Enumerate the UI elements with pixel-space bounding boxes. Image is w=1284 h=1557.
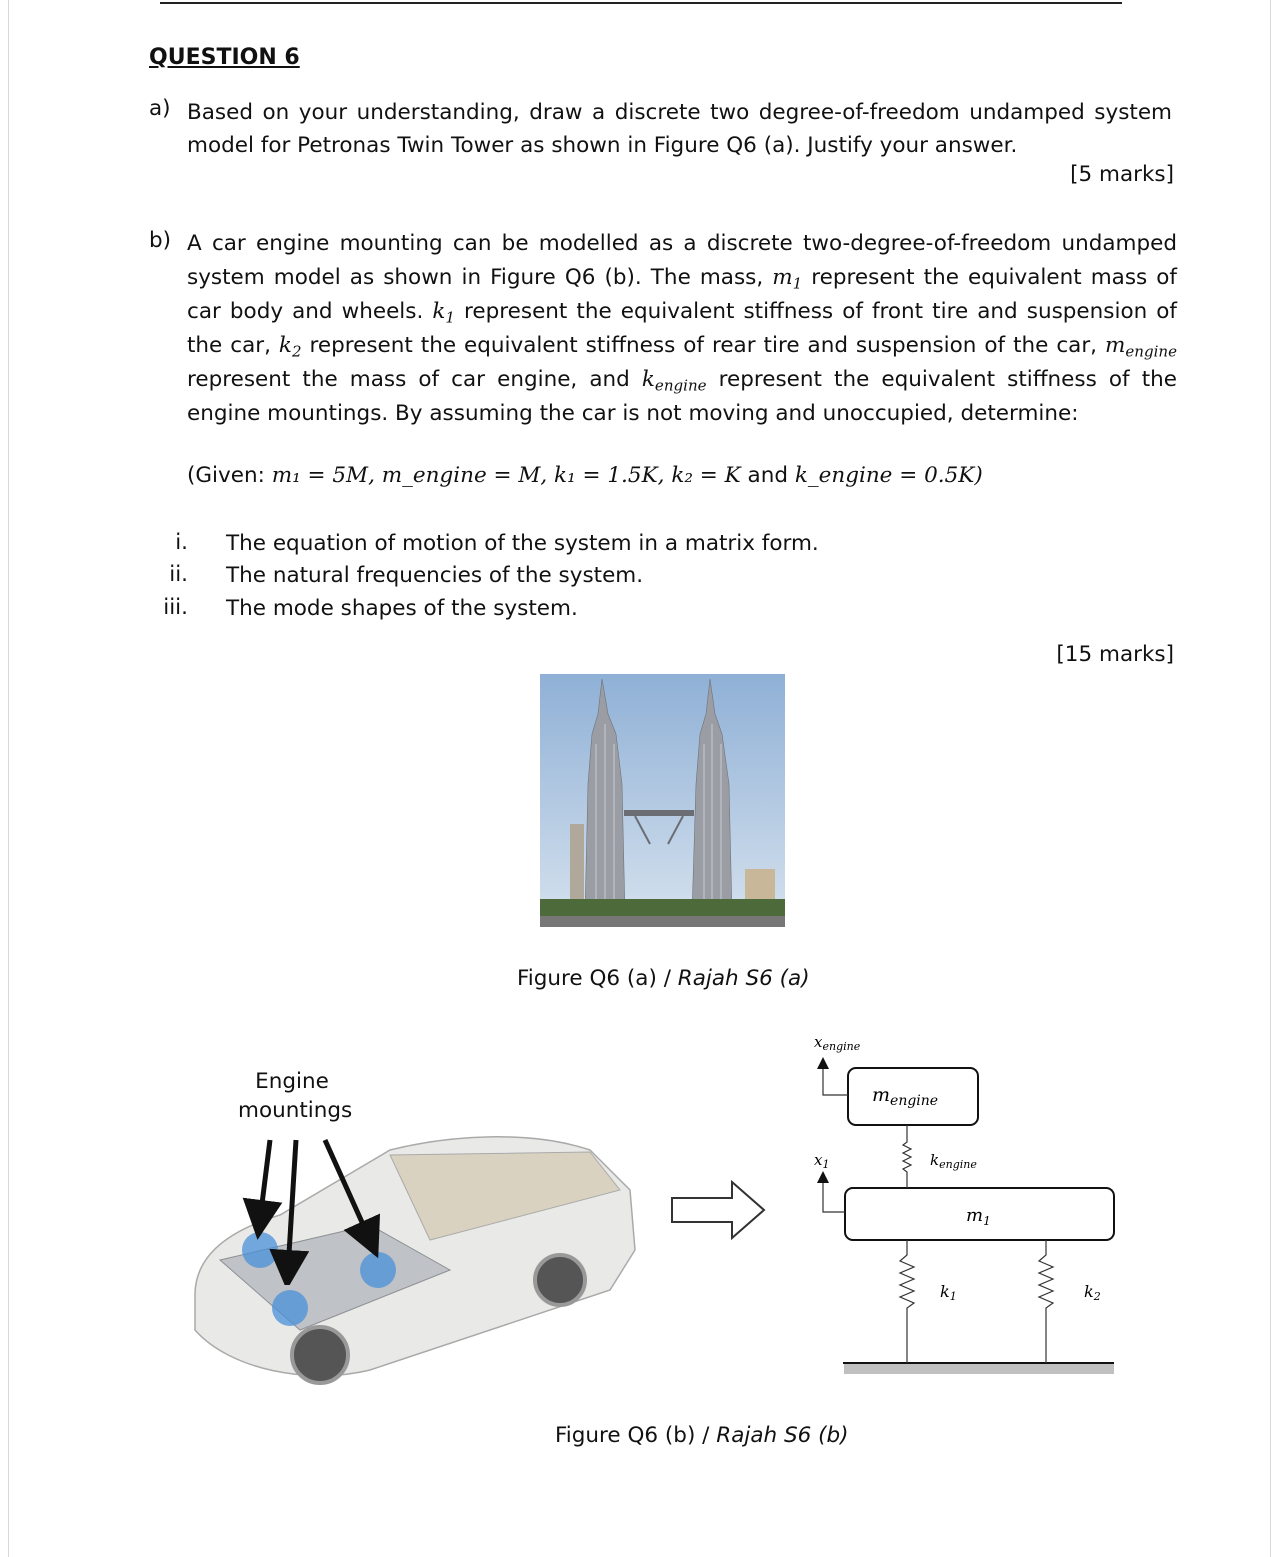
spring-mass-diagram [800, 1025, 1130, 1385]
part-a-marks: [5 marks] [1070, 162, 1174, 187]
list-item: The equation of motion of the system in a matrix form. [226, 531, 819, 556]
part-b-label: b) [149, 228, 172, 253]
x1-label: $x_1$ [814, 1151, 830, 1171]
item-number: i. [175, 530, 188, 555]
item-number: ii. [169, 562, 188, 587]
callout-arrows [230, 1125, 400, 1285]
x-engine-label: $x_{engine}$ [814, 1033, 861, 1053]
part-a-text: Based on your understanding, draw a discrete two degree-of-freedom undamped system model for Petronas Twin Tower as shown in Figure Q6 (a). Justify your answer. [187, 100, 1172, 158]
right-arrow-icon [670, 1180, 766, 1240]
part-b-marks: [15 marks] [1056, 642, 1174, 667]
spring-k1 [900, 1240, 914, 1363]
m1-label: $m_1$ [966, 1205, 991, 1228]
engine-mount-marker [272, 1290, 308, 1326]
m-engine-label: $m_{engine}$ [872, 1084, 939, 1109]
question-title: QUESTION 6 [149, 45, 300, 70]
page-edge [1270, 0, 1271, 1557]
part-a-label: a) [149, 96, 171, 121]
spring-k2 [1039, 1240, 1053, 1363]
spring-engine [903, 1125, 911, 1188]
list-item: The mode shapes of the system. [226, 596, 578, 621]
given-values: (Given: m₁ = 5M, m_engine = M, k₁ = 1.5K, k₂ = K and k_engine = 0.5K) [187, 463, 983, 488]
item-number: iii. [163, 595, 188, 620]
header-rule [160, 2, 1122, 4]
list-item: The natural frequencies of the system. [226, 563, 644, 588]
k1-label: k1 [940, 1282, 957, 1303]
petronas-towers-photo [540, 674, 785, 927]
part-b-text: A car engine mounting can be modelled as a discrete two-degree-of-freedom undamped system model as shown in Figure Q6 (b). The mass, $m_1$ represent the equivalent mass of car body and wheels. $k_1$ represent the equivalent stiffness of front tire and suspension of the car, $k_2$ represent the equivalent stiffness of rear tire and suspension of the car, $m_{engine}$ represent the mass of car engine, and $k_{engine}$ represent the equivalent stiffness of the engine mountings. By assuming the car is not moving and unoccupied, determine: [187, 231, 1178, 426]
page-edge [8, 0, 9, 1557]
figure-a-caption: Figure Q6 (a) / Rajah S6 (a) [517, 966, 810, 991]
k2-label: k2 [1084, 1282, 1101, 1303]
engine-mountings-callout: Engine mountings [238, 1069, 353, 1123]
k-engine-label: $k_{engine}$ [930, 1151, 977, 1171]
figure-b-caption: Figure Q6 (b) / Rajah S6 (b) [555, 1423, 849, 1448]
